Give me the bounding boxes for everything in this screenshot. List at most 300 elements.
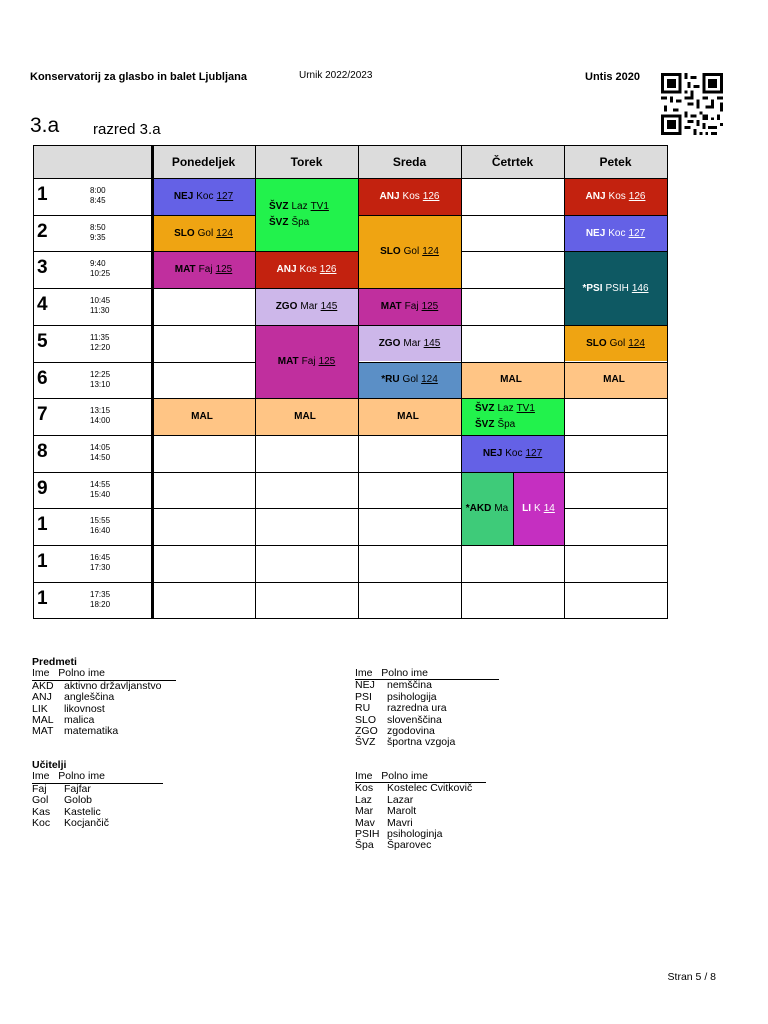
period-time <box>90 259 110 279</box>
lesson-teacher: Koc <box>196 190 214 202</box>
legend-full-name: malica <box>64 714 95 727</box>
lesson-line <box>500 374 525 385</box>
period-time <box>90 333 110 353</box>
school-name: Konservatorij za glasbo in balet Ljubljana <box>30 71 247 83</box>
lesson-subject: ŠVZ <box>475 418 495 430</box>
lesson-slo[interactable] <box>152 215 255 252</box>
period-start: 17:35 <box>90 589 111 599</box>
lesson-line <box>466 503 508 514</box>
lesson-subject: ŠVZ <box>269 216 289 228</box>
lesson-švz[interactable] <box>461 398 564 435</box>
grid-line <box>564 582 667 583</box>
grid-line <box>255 472 358 473</box>
legend-abbr: RU <box>355 702 371 715</box>
lesson-švz[interactable] <box>255 178 358 251</box>
legend-abbr: PSIH <box>355 828 380 841</box>
software-version: Untis 2020 <box>585 71 641 83</box>
lesson-subject: ANJ <box>276 264 297 276</box>
grid-line <box>564 435 667 436</box>
lesson-subject: *PSI <box>582 282 603 294</box>
lesson-mal[interactable] <box>564 362 667 399</box>
grid-line <box>255 398 358 399</box>
grid-line <box>667 145 668 618</box>
legend-row <box>355 806 486 817</box>
lesson-room: 127 <box>216 190 234 202</box>
legend-full-name: Šparovec <box>387 839 432 852</box>
lesson-teacher: Ma <box>494 502 509 514</box>
period-end: 9:35 <box>90 232 106 242</box>
lesson-line <box>276 301 338 312</box>
lesson-teacher: Gol <box>197 227 214 239</box>
grid-line <box>152 398 255 399</box>
period-start: 11:35 <box>90 332 110 342</box>
legend-row <box>32 818 163 829</box>
period-number: 1 <box>37 514 48 536</box>
lesson-subject: MAT <box>174 264 196 276</box>
legend-full-name: psihologija <box>387 690 437 703</box>
period-time <box>90 443 110 463</box>
lesson-room: 125 <box>318 355 336 367</box>
period-end: 11:30 <box>90 306 110 316</box>
period-start: 16:45 <box>90 553 111 562</box>
lesson-mal[interactable] <box>255 398 358 435</box>
period-time <box>90 370 110 390</box>
lesson-mat[interactable] <box>358 288 461 325</box>
lesson-room: 146 <box>631 282 649 294</box>
grid-line <box>255 145 256 618</box>
lesson-nej[interactable] <box>461 435 564 472</box>
grid-line <box>564 251 667 252</box>
lesson-anj[interactable] <box>358 178 461 215</box>
legend-full-name: slovenščina <box>387 713 442 726</box>
grid-line <box>33 545 152 546</box>
grid-line <box>564 472 667 473</box>
qr-code-icon <box>660 73 724 135</box>
period-number: 5 <box>37 330 48 352</box>
day-header-2: Sreda <box>358 145 461 178</box>
period-end: 10:25 <box>90 269 111 279</box>
lesson-subject: ANJ <box>585 190 606 202</box>
period-time <box>90 516 110 536</box>
grid-line <box>33 398 152 399</box>
lesson-subject: SLO <box>174 227 195 239</box>
lesson-teacher: K <box>534 502 541 514</box>
period-start: 8:50 <box>90 222 106 232</box>
grid-line <box>461 288 564 289</box>
grid-line <box>33 618 668 619</box>
grid-line <box>513 472 514 545</box>
period-start: 14:55 <box>90 479 111 489</box>
period-end: 13:10 <box>90 379 111 389</box>
period-end: 18:20 <box>90 599 111 609</box>
lesson-line <box>586 228 645 239</box>
lesson-subject: *AKD <box>465 502 492 514</box>
subjects-legend-right <box>355 668 499 749</box>
lesson-subject: *RU <box>381 374 400 386</box>
period-number: 1 <box>37 551 48 572</box>
period-number: 7 <box>37 404 48 426</box>
lesson-teacher: Faj <box>404 300 419 312</box>
lesson-teacher: Mar <box>300 300 318 312</box>
lesson-subject: ZGO <box>378 337 401 349</box>
lesson-line <box>277 264 337 275</box>
lesson-line <box>191 411 216 422</box>
legend-abbr: PSI <box>355 690 372 703</box>
lesson-line <box>174 228 233 239</box>
grid-line <box>255 582 358 583</box>
legend-header <box>32 771 163 783</box>
corner-cell <box>33 145 152 178</box>
day-header-0: Ponedeljek <box>152 145 255 178</box>
grid-line <box>461 362 564 363</box>
grid-line <box>461 582 564 583</box>
class-label: razred 3.a <box>93 121 161 138</box>
period-time <box>90 590 110 610</box>
legend-abbr: Gol <box>32 794 49 807</box>
grid-line <box>33 178 667 179</box>
grid-line <box>33 582 152 583</box>
grid-line <box>33 472 152 473</box>
col-abbr: Ime <box>32 667 50 680</box>
lesson-teacher: PSIH <box>605 282 629 294</box>
teachers-legend-right <box>355 771 486 852</box>
day-header-1: Torek <box>255 145 358 178</box>
grid-line <box>564 545 667 546</box>
legend-row <box>355 795 486 806</box>
lesson-teacher: Faj <box>301 355 316 367</box>
lesson-teacher: Laz <box>497 402 514 414</box>
lesson-room: 124 <box>216 227 233 239</box>
lesson-anj[interactable] <box>564 178 667 215</box>
lesson-mal[interactable] <box>152 398 255 435</box>
lesson-subject: MAT <box>380 300 402 312</box>
period-number: 3 <box>37 257 48 279</box>
legend-row <box>355 840 486 851</box>
lesson-nej[interactable] <box>564 215 667 252</box>
lesson-subject: SLO <box>380 245 401 257</box>
lesson-line <box>379 338 441 349</box>
grid-line <box>461 435 564 436</box>
grid-line <box>461 145 462 618</box>
lesson-li[interactable] <box>513 472 564 545</box>
col-full: Polno ime <box>381 667 428 679</box>
period-time <box>90 480 110 500</box>
col-abbr: Ime <box>355 667 373 679</box>
lesson-room: 126 <box>628 190 646 202</box>
legend-abbr: LIK <box>32 702 48 715</box>
lesson-mat[interactable] <box>152 251 255 288</box>
page-number: Stran 5 / 8 <box>667 971 716 983</box>
grid-line <box>33 508 152 509</box>
legend-full-name: aktivno državljanstvo <box>64 679 162 692</box>
grid-line <box>564 398 667 399</box>
grid-line <box>358 398 461 399</box>
legend-abbr: Laz <box>355 793 372 806</box>
legend-abbr: Kas <box>32 805 51 818</box>
legend-full-name: športna vzgoja <box>387 736 456 749</box>
lesson-teacher: Faj <box>198 264 213 276</box>
lesson-line <box>522 503 555 514</box>
lesson-slo[interactable] <box>358 215 461 288</box>
grid-line <box>33 325 152 326</box>
period-number: 2 <box>37 220 48 242</box>
col-full: Polno ime <box>58 770 105 783</box>
legend-full-name: psihologinja <box>387 828 443 841</box>
period-start: 12:25 <box>90 369 111 379</box>
subjects-title: Predmeti <box>32 656 77 668</box>
grid-line <box>461 325 564 326</box>
period-start: 9:40 <box>90 259 106 269</box>
lesson-akd[interactable] <box>461 472 513 545</box>
lesson-anj[interactable] <box>255 251 358 288</box>
teachers-legend-left <box>32 760 163 829</box>
grid-line <box>358 362 461 363</box>
lesson-teacher: Koc <box>505 447 523 459</box>
grid-line <box>564 215 667 216</box>
grid-line <box>564 145 565 618</box>
legend-abbr: Faj <box>32 782 47 795</box>
grid-line <box>358 145 359 618</box>
lesson-room: 126 <box>422 190 440 202</box>
lesson-line <box>294 411 319 422</box>
grid-line <box>152 472 255 473</box>
col-full: Polno ime <box>58 667 105 680</box>
legend-full-name: angleščina <box>64 691 115 704</box>
legend-full-name: Kastelic <box>64 805 101 818</box>
grid-line <box>152 288 255 289</box>
lesson-slo[interactable] <box>564 325 667 362</box>
grid-line <box>33 435 152 436</box>
col-abbr: Ime <box>32 770 50 783</box>
grid-line <box>33 145 667 146</box>
period-time <box>90 406 110 426</box>
lesson-subject: MAT <box>277 355 299 367</box>
legend-abbr: ANJ <box>32 691 52 704</box>
lesson-teacher: Gol <box>402 374 419 386</box>
period-end: 14:50 <box>90 452 111 462</box>
lesson-line <box>269 215 309 231</box>
lesson-mat[interactable] <box>255 325 358 398</box>
period-time <box>90 553 110 573</box>
lesson-teacher: Mar <box>403 337 421 349</box>
lesson-room: TV1 <box>516 402 535 414</box>
lesson-subject: MAL <box>500 374 522 386</box>
period-start: 10:45 <box>90 296 111 306</box>
legend-full-name: likovnost <box>64 702 105 715</box>
grid-line <box>255 545 358 546</box>
grid-line <box>358 435 461 436</box>
grid-line <box>151 145 154 618</box>
lesson-ru[interactable] <box>358 362 461 399</box>
lesson-teacher: Gol <box>403 245 420 257</box>
lesson-line <box>586 338 645 349</box>
lesson-room: TV1 <box>310 200 329 212</box>
legend-full-name: nemščina <box>387 679 432 692</box>
grid-line <box>358 472 461 473</box>
grid-line <box>152 251 255 252</box>
grid-line <box>358 545 461 546</box>
legend-full-name: Kocjančič <box>64 817 109 830</box>
lesson-subject: NEJ <box>173 190 194 202</box>
legend-row <box>32 726 176 737</box>
lesson-line <box>380 191 440 202</box>
legend-full-name: matematika <box>64 725 119 738</box>
period-end: 8:45 <box>90 196 106 205</box>
lesson-subject: MAL <box>397 411 419 423</box>
period-start: 8:00 <box>90 186 106 195</box>
lesson-line <box>174 191 233 202</box>
lesson-line <box>380 246 439 257</box>
period-number: 8 <box>37 440 48 462</box>
period-number: 9 <box>37 477 48 499</box>
legend-full-name: Kostelec Cvitkovič <box>387 782 473 795</box>
lesson-subject: MAL <box>191 411 213 423</box>
lesson-subject: SLO <box>586 337 607 349</box>
grid-line <box>152 508 255 509</box>
lesson-line <box>381 301 439 312</box>
grid-line <box>358 582 461 583</box>
school-year: Urnik 2022/2023 <box>299 70 373 81</box>
period-start: 13:15 <box>90 406 111 416</box>
lesson-room: 126 <box>319 264 337 276</box>
period-start: 14:05 <box>90 442 111 452</box>
period-end: 12:20 <box>90 342 111 352</box>
legend-full-name: Marolt <box>387 805 417 818</box>
lesson-subject: ZGO <box>275 300 298 312</box>
lesson-teacher: Kos <box>402 190 420 202</box>
grid-line <box>461 215 564 216</box>
grid-line <box>255 508 358 509</box>
legend-row <box>355 737 499 748</box>
grid-line <box>33 362 152 363</box>
lesson-line <box>586 191 646 202</box>
period-end: 14:00 <box>90 416 111 426</box>
period-time <box>90 296 110 316</box>
grid-line <box>33 215 152 216</box>
lesson-teacher: Kos <box>299 264 317 276</box>
lesson-mal[interactable] <box>461 362 564 399</box>
lesson-zgo[interactable] <box>358 325 461 362</box>
legend-abbr: ZGO <box>355 725 378 738</box>
lesson-room: 127 <box>525 447 543 459</box>
lesson-line <box>475 401 535 417</box>
legend-abbr: Špa <box>355 839 374 852</box>
lesson-teacher: Kos <box>608 190 626 202</box>
period-number: 1 <box>37 587 48 609</box>
grid-line <box>461 545 564 546</box>
lesson-room: 14 <box>543 502 555 514</box>
lesson-psi[interactable] <box>564 251 667 324</box>
grid-line <box>358 508 461 509</box>
legend-full-name: Fajfar <box>64 782 91 795</box>
lesson-teacher: Koc <box>608 227 626 239</box>
legend-full-name: razredna ura <box>387 702 447 715</box>
grid-line <box>152 435 255 436</box>
legend-abbr: NEJ <box>355 679 375 692</box>
subjects-legend-left <box>32 657 176 738</box>
grid-line <box>358 288 461 289</box>
legend-row <box>355 783 486 794</box>
lesson-room: 124 <box>628 337 645 349</box>
lesson-subject: MAL <box>294 411 316 423</box>
period-end: 17:30 <box>90 563 111 572</box>
col-full: Polno ime <box>381 770 428 782</box>
period-end: 16:40 <box>90 526 111 536</box>
lesson-room: 124 <box>422 245 439 257</box>
lesson-line <box>603 374 628 385</box>
lesson-subject: NEJ <box>482 447 503 459</box>
grid-line <box>152 362 255 363</box>
legend-abbr: Mar <box>355 805 374 818</box>
grid-line <box>358 325 461 326</box>
lesson-line <box>397 411 422 422</box>
period-start: 15:55 <box>90 516 111 526</box>
lesson-room: 125 <box>421 300 439 312</box>
day-header-3: Četrtek <box>461 145 564 178</box>
lesson-line <box>269 199 329 215</box>
class-code: 3.a <box>30 114 60 137</box>
legend-abbr: AKD <box>32 679 54 692</box>
lesson-room: 125 <box>215 264 233 276</box>
legend-abbr: MAL <box>32 714 54 727</box>
day-header-4: Petek <box>564 145 667 178</box>
lesson-teacher: Špa <box>291 216 310 228</box>
lesson-line <box>175 264 233 275</box>
grid-line <box>358 215 461 216</box>
lesson-room: 145 <box>423 337 441 349</box>
lesson-line <box>475 417 515 433</box>
legend-abbr: Mav <box>355 816 375 829</box>
grid-line <box>255 288 358 289</box>
period-number: 4 <box>37 294 48 316</box>
lesson-subject: MAL <box>603 374 625 386</box>
lesson-subject: NEJ <box>585 227 606 239</box>
period-number: 6 <box>37 367 48 389</box>
lesson-line <box>278 356 336 367</box>
lesson-subject: ŠVZ <box>269 200 289 212</box>
grid-line <box>461 251 564 252</box>
lesson-line <box>483 448 542 459</box>
grid-line <box>461 398 564 399</box>
lesson-room: 124 <box>421 374 438 386</box>
lesson-nej[interactable] <box>152 178 255 215</box>
lesson-teacher: Laz <box>291 200 308 212</box>
period-time <box>90 223 106 243</box>
lesson-teacher: Špa <box>497 418 516 430</box>
grid-line <box>564 508 667 509</box>
lesson-subject: ANJ <box>379 190 400 202</box>
legend-abbr: MAT <box>32 725 54 738</box>
lesson-zgo[interactable] <box>255 288 358 325</box>
period-end: 15:40 <box>90 489 111 499</box>
col-abbr: Ime <box>355 770 373 782</box>
grid-line <box>564 362 667 363</box>
legend-full-name: Lazar <box>387 793 414 806</box>
legend-row <box>32 784 163 795</box>
grid-line <box>33 288 152 289</box>
grid-line <box>33 145 34 618</box>
grid-line <box>255 251 358 252</box>
lesson-room: 127 <box>628 227 646 239</box>
legend-full-name: zgodovina <box>387 725 435 738</box>
grid-line <box>152 545 255 546</box>
lesson-subject: LI <box>522 502 532 514</box>
legend-abbr: ŠVZ <box>355 736 376 749</box>
lesson-mal[interactable] <box>358 398 461 435</box>
grid-line <box>33 251 152 252</box>
grid-line <box>152 325 255 326</box>
grid-line <box>255 325 358 326</box>
